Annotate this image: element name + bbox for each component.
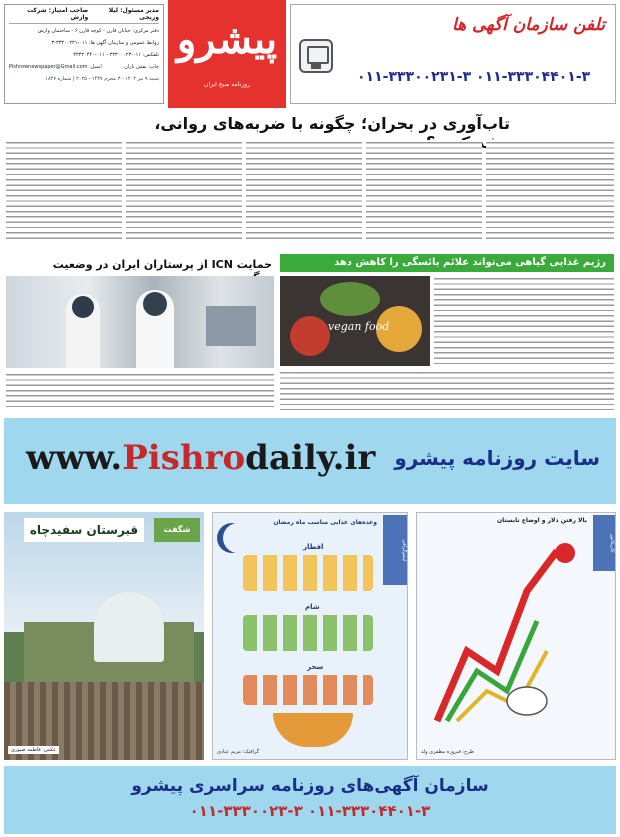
fax-phone-icon	[299, 39, 333, 73]
website-url[interactable]	[26, 438, 375, 478]
logo-subtitle: روزنامه صبح ایران	[204, 81, 250, 88]
logo-block	[168, 0, 286, 108]
dollar-sign-icon	[555, 543, 575, 563]
diet-headline-band	[280, 254, 614, 272]
ramadan-dinner-items	[243, 615, 373, 651]
cartoon-side-label: کاریکاتور	[593, 515, 615, 571]
url-pishro: Pishro	[122, 438, 246, 478]
vegan-food-photo	[280, 276, 430, 366]
ad-box-title: تلفن سازمان آگهی ها	[451, 15, 605, 35]
diet-article-col-1	[434, 276, 614, 366]
main-article-col-3	[246, 140, 362, 240]
director: مدیر مسئول: لیلا وریجی	[108, 7, 159, 21]
side-article-col	[6, 140, 122, 240]
date-line: شنبه ۹ تیر ۱۴۰۴ - ۳ محرم ۱۴۴۷ - ۲۰۲۵ | شماره ۱۸۴۷	[45, 76, 159, 82]
cemetery-title-band	[24, 518, 144, 542]
nurses-photo	[6, 276, 274, 368]
public-relations: روابط عمومی و سازمان آگهی ها: ۰۱۱-۳۳۳۰۰۲۳۱-۳	[51, 40, 159, 46]
url-daily: daily	[245, 438, 333, 478]
ramadan-title: وعده‌های غذایی مناسب ماه رمضان	[273, 519, 377, 526]
ad-phone-box	[290, 4, 616, 104]
ramadan-section-dinner: شام	[305, 603, 320, 611]
email[interactable]: ایمیل: Pishrownewspaper@Gmail.com	[9, 64, 102, 70]
main-article-col-4	[126, 140, 242, 240]
print-house: چاپ: نقش باران	[124, 64, 159, 70]
cemetery-photo-credit: عکس: فاطمه صیوری	[8, 746, 59, 754]
ramadan-iftar-items	[243, 555, 373, 591]
icn-article-body	[6, 372, 274, 410]
main-headline: تاب‌آوری در بحران؛ چگونه با ضربه‌های روانی،	[154, 114, 510, 133]
main-article-col-1	[486, 140, 614, 240]
diet-article-col-2	[280, 370, 614, 410]
cemetery-badge: شگفت	[154, 518, 200, 542]
ad-box-phones: ۰۱۱-۳۳۳۰۰۲۳۱-۳ ۰۱۱-۳۳۳۰۴۴۰۱-۳	[357, 69, 591, 85]
main-article-col-2	[366, 140, 482, 240]
logo: پیشرو	[176, 16, 278, 63]
contact-line	[9, 64, 159, 70]
publisher-line	[9, 7, 159, 24]
icn-headline: حمایت ICN از پرستاران ایران در وضعیت	[52, 258, 272, 271]
vegan-food-caption: vegan food	[328, 320, 390, 333]
cartoon-title: بالا رفتن دلار و اوضاع تابستان	[496, 517, 587, 524]
fax-line: تلفکس: ۰۱۱-۳۳۳۰۰۰۲۳ - ۰۱۱-۳۳۳۲۰۴۴۰	[73, 52, 159, 58]
ramadan-moon-icon	[223, 523, 253, 553]
cemetery-title: قبرستان سفیدچاه	[29, 523, 139, 537]
footer-ad-band	[4, 766, 616, 834]
footer-title: سازمان آگهی‌های روزنامه سراسری پیشرو	[131, 776, 489, 796]
ramadan-side-label: اینفوگرافی	[383, 515, 407, 585]
cemetery-panel	[4, 512, 204, 760]
ramadan-section-suhoor: سحر	[307, 663, 324, 671]
ramadan-food-bowl	[273, 713, 353, 747]
publisher: صاحب امتیاز: شرکت وارش	[27, 7, 89, 21]
office-address: دفتر مرکزی: خیابان قارن - کوچه قارن ۶ - ساختمان وارش	[37, 28, 159, 34]
website-label: سایت روزنامه پیشرو	[394, 446, 600, 470]
website-banner[interactable]	[4, 418, 616, 504]
url-prefix: www.	[26, 438, 123, 478]
cartoon-panel	[416, 512, 616, 760]
ramadan-suhoor-items	[243, 675, 373, 705]
footer-phones: ۰۱۱-۳۳۳۰۰۲۳-۳ ۰۱۱-۳۳۳۰۴۴۰۱-۳	[189, 802, 431, 820]
masthead-info	[4, 4, 164, 104]
ramadan-section-iftar: افطار	[303, 543, 324, 551]
url-suffix: .ir	[332, 438, 376, 478]
cartoon-character	[507, 687, 547, 715]
ramadan-credit: گرافیک: مریم عبادی	[217, 749, 260, 755]
cartoon-credit: طرح: فیروزه مظفری ولد	[421, 749, 475, 755]
ramadan-panel	[212, 512, 408, 760]
cartoon-arrow-chart	[427, 531, 587, 731]
diet-headline: رژیم غذایی گیاهی می‌تواند علائم یائسگی را کاهش دهد	[334, 257, 606, 268]
